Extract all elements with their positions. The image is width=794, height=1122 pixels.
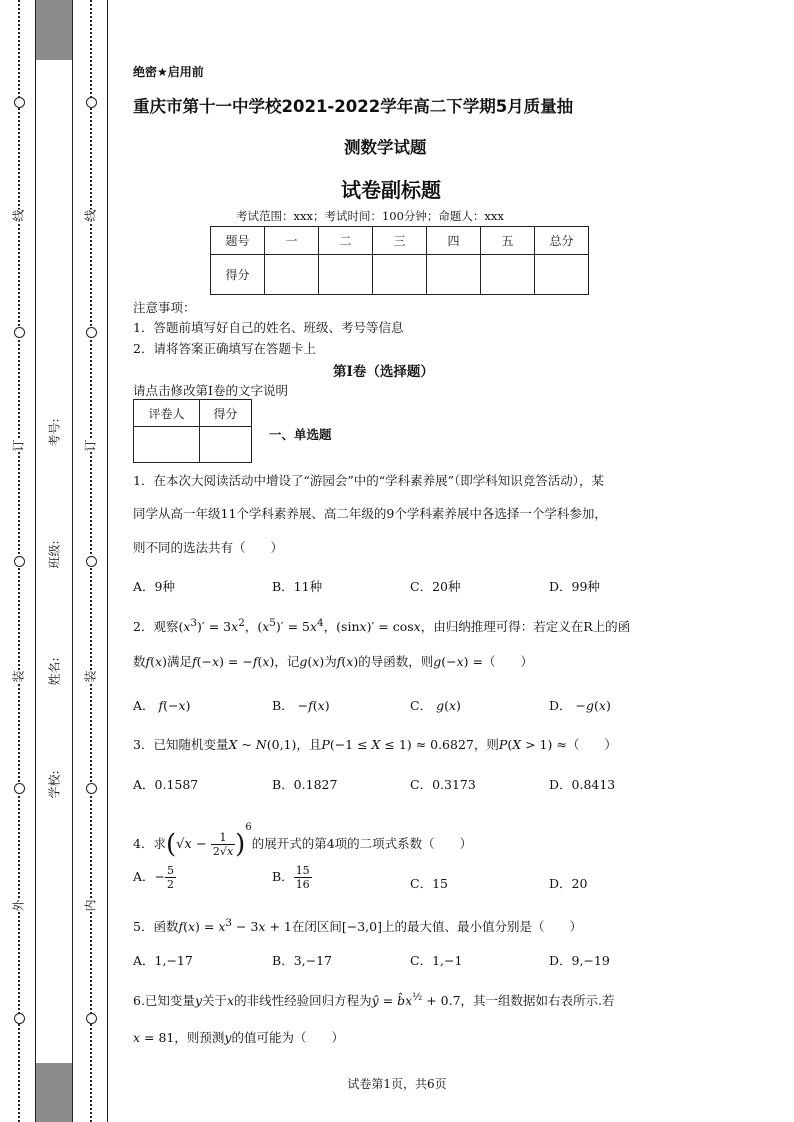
score-table-score-row [211, 255, 589, 295]
math-formula: f(−x) [158, 698, 191, 713]
question-text: 在闭区间 [291, 919, 342, 935]
binding-hole-circle [14, 783, 25, 794]
binding-hole-circle [14, 1013, 25, 1024]
question-1-line: 1．在本次大阅读活动中增设了“游园会”中的“学科素养展”（即学科知识竞答活动），某 [133, 473, 605, 488]
outer-label: 装 [11, 670, 26, 683]
score-cell[interactable] [319, 255, 373, 295]
exam-info: 考试范围：xxx；考试时间：100分钟；命题人：xxx [236, 209, 504, 223]
option-label: C． [410, 698, 433, 713]
math-formula: x [227, 993, 235, 1009]
option-label: D． [549, 698, 572, 713]
table-cell: 四 [427, 227, 481, 255]
option-c[interactable]: C．0.3173 [410, 777, 476, 792]
math-formula: 9,−19 [571, 953, 610, 968]
notes-title: 注意事项： [133, 300, 196, 315]
math-formula: $\frac{15}{16}$ [295, 864, 310, 891]
question-text: 为 [324, 654, 337, 669]
part-title: 一、单选题 [269, 427, 332, 442]
secret-label: 绝密★启用前 [133, 65, 204, 79]
option-d[interactable]: D．0.8413 [549, 777, 616, 792]
math-formula: 1,−1 [432, 953, 463, 968]
math-formula: y [194, 993, 202, 1009]
table-cell: 题号 [211, 227, 265, 255]
score-table [210, 226, 589, 295]
question-text: （ ） [483, 654, 534, 669]
math-formula: f(−x) = −f(x) [192, 654, 275, 669]
score-table-header-row [211, 227, 589, 255]
question-text: 数 [133, 654, 146, 669]
option-a[interactable]: A．9种 [133, 579, 175, 594]
binding-hole-circle [14, 327, 25, 338]
math-formula: $f(x) = x^3 - 3x + 1$ [178, 917, 292, 935]
table-cell: 一 [265, 227, 319, 255]
question-6-line [133, 1029, 344, 1047]
option-label: B． [272, 869, 294, 884]
math-formula: 3,−17 [293, 953, 332, 968]
margin-rule [107, 0, 108, 1122]
table-cell: 得分 [211, 255, 265, 295]
math-formula: −g(x) [571, 698, 611, 713]
question-6-line [133, 988, 615, 1010]
math-formula: −f(x) [293, 698, 330, 713]
binding-margin [0, 0, 110, 1122]
question-text: ，则预测 [174, 1030, 225, 1045]
margin-rule [72, 0, 73, 1122]
option-c[interactable] [410, 951, 462, 969]
table-cell: 二 [319, 227, 373, 255]
notes-item: 1．答题前填写好自己的姓名、班级、考号等信息 [133, 320, 404, 335]
question-1-line: 则不同的选法共有（ ） [133, 540, 284, 555]
inner-label: 装 [83, 670, 98, 683]
table-cell: 得分 [200, 400, 252, 427]
question-1-line: 同学从高一年级11个学科素养展、高二年级的9个学科素养展中各选择一个学科参加， [133, 506, 607, 521]
exam-title-line2: 测数学试题 [344, 138, 427, 157]
binding-hole-circle [14, 97, 25, 108]
section-title: 第I卷（选择题） [333, 364, 434, 380]
score-cell[interactable] [481, 255, 535, 295]
option-c[interactable]: C．15 [410, 876, 448, 891]
option-label: D． [549, 953, 572, 968]
margin-rule [35, 0, 36, 1122]
outer-label: 线 [11, 209, 26, 222]
math-formula: (√x − $\frac{1}{2√x}$ )$^6$ [165, 822, 252, 860]
question-text: ，则 [473, 737, 499, 752]
option-label: C． [410, 953, 433, 968]
option-a[interactable] [133, 864, 176, 891]
math-formula: ŷ = $b̂x^{\frac{1}{2}} + 0.7$ [371, 991, 461, 1009]
math-formula: X ~ N(0,1) [228, 737, 297, 752]
section-instruction: 请点击修改第I卷的文字说明 [133, 383, 288, 398]
grader-table-header-row [134, 400, 252, 427]
score-cell[interactable] [535, 255, 589, 295]
question-text: 关于 [202, 993, 228, 1009]
option-d[interactable]: D．99种 [549, 579, 600, 594]
option-d[interactable] [549, 951, 610, 969]
option-label: A． [133, 869, 155, 884]
math-formula: g(x) [436, 698, 461, 713]
grader-cell[interactable] [134, 427, 200, 463]
option-d[interactable] [549, 696, 611, 714]
option-c[interactable]: C．20种 [410, 579, 461, 594]
question-text: 上的最大值、最小值分别是（ ） [381, 919, 582, 935]
math-formula: − $\frac{5}{2}$ [154, 864, 175, 891]
question-text: 的值可能为（ ） [231, 1030, 344, 1045]
option-a[interactable]: A．0.1587 [133, 777, 199, 792]
gray-binding-strip [36, 1063, 72, 1122]
question-text: 6.已知变量 [133, 993, 195, 1009]
question-text: 的导函数，则 [358, 654, 434, 669]
binding-hole-circle [14, 556, 25, 567]
math-formula: P(X > 1) ≈ [498, 737, 567, 752]
question-text: ，由归纳推理可得：若定义在R上的函 [420, 619, 631, 635]
score-cell[interactable] [373, 255, 427, 295]
question-text: 满足 [167, 654, 193, 669]
question-text: ，其一组数据如右表所示.若 [460, 993, 615, 1009]
binding-hole-circle [86, 1013, 97, 1024]
option-label: B． [272, 698, 294, 713]
outer-label: 订 [11, 439, 26, 452]
outer-label: 外 [11, 899, 26, 912]
table-cell: 总分 [535, 227, 589, 255]
question-text: 5．函数 [133, 919, 179, 935]
question-text: ，且 [296, 737, 322, 752]
option-b[interactable]: B．11种 [272, 579, 323, 594]
question-text: 3．已知随机变量 [133, 737, 229, 752]
question-text: 4．求 [133, 836, 166, 851]
exam-title-line1: 重庆市第十一中学校2021-2022学年高二下学期5月质量抽 [133, 97, 574, 116]
binding-hole-circle [86, 783, 97, 794]
table-cell: 五 [481, 227, 535, 255]
binding-hole-circle [86, 327, 97, 338]
question-4-line [133, 806, 472, 867]
table-cell: 评卷人 [134, 400, 200, 427]
question-2-line [133, 614, 630, 636]
student-id-field: 考号: [47, 418, 62, 447]
option-c[interactable] [410, 696, 461, 714]
question-text: （ ） [566, 737, 617, 752]
gray-binding-strip [36, 0, 72, 60]
option-a[interactable] [133, 951, 193, 969]
math-formula: g(−x) = [433, 654, 483, 669]
score-cell[interactable] [427, 255, 481, 295]
inner-label: 内 [83, 899, 98, 912]
school-field: 学校: [47, 770, 62, 799]
option-label: A． [133, 698, 155, 713]
table-cell: 三 [373, 227, 427, 255]
option-a[interactable] [133, 696, 190, 714]
math-formula: $(x^3)' = 3x^2$，$(x^5)' = 5x^4$，(sinx)′ = cosx [178, 617, 421, 635]
math-formula: 1,−17 [154, 953, 193, 968]
question-text: 的非线性经验回归方程为 [234, 993, 372, 1009]
option-b[interactable] [272, 951, 332, 969]
notes-item: 2．请将答案正确填写在答题卡上 [133, 341, 316, 356]
question-text: ，记 [274, 654, 300, 669]
score-cell[interactable] [265, 255, 319, 295]
option-d[interactable]: D．20 [549, 876, 588, 891]
exam-subtitle: 试卷副标题 [341, 178, 441, 202]
math-formula: [−3,0] [341, 919, 382, 935]
question-5-line [133, 914, 582, 936]
math-formula: x = 81 [133, 1030, 175, 1045]
math-formula: P(−1 ≤ X ≤ 1) ≈ 0.6827 [321, 737, 474, 752]
option-b[interactable] [272, 864, 312, 891]
binding-hole-circle [86, 97, 97, 108]
math-formula: f(x) [145, 654, 167, 669]
inner-label: 订 [83, 439, 98, 452]
question-3-line [133, 736, 617, 754]
option-b[interactable]: B．0.1827 [272, 777, 338, 792]
option-label: B． [272, 953, 294, 968]
grader-table [133, 399, 252, 463]
grader-table-blank-row [134, 427, 252, 463]
name-field: 姓名: [47, 657, 62, 686]
question-2-line [133, 653, 533, 671]
page-footer: 试卷第1页，共6页 [347, 1077, 447, 1091]
class-field: 班级: [47, 540, 62, 569]
math-formula: g(x) [299, 654, 325, 669]
math-formula: y [224, 1030, 232, 1045]
math-formula: f(x) [336, 654, 359, 669]
question-text: 的展开式的第4项的二项式系数（ ） [251, 836, 473, 851]
option-label: A． [133, 953, 155, 968]
binding-hole-circle [86, 556, 97, 567]
option-b[interactable] [272, 696, 330, 714]
score-cell[interactable] [200, 427, 252, 463]
inner-label: 线 [83, 209, 98, 222]
question-text: 2．观察 [133, 619, 179, 635]
